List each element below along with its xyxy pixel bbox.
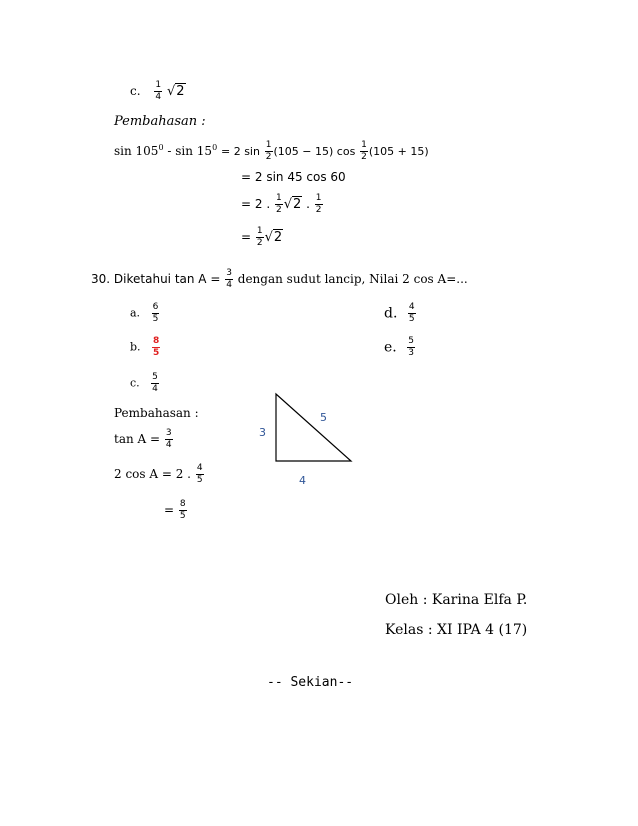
fraction-numerator: 8 bbox=[153, 336, 160, 346]
radicand: 2 bbox=[293, 197, 302, 212]
fraction-denominator: 3 bbox=[408, 348, 414, 358]
fraction-numerator: 1 bbox=[256, 226, 263, 236]
degree-mark: 0 bbox=[158, 143, 164, 152]
fraction-denominator: 2 bbox=[265, 152, 272, 162]
fraction-numerator: 4 bbox=[408, 302, 415, 312]
author-class: Kelas : XI IPA 4 (17) bbox=[385, 622, 528, 638]
fraction-denominator: 2 bbox=[361, 152, 367, 162]
degree-mark: 0 bbox=[212, 143, 218, 152]
fraction-denominator: 2 bbox=[315, 205, 322, 215]
fraction bbox=[179, 499, 187, 522]
fraction-numerator: 1 bbox=[265, 140, 272, 150]
expr-text: = bbox=[164, 503, 175, 517]
question-30 bbox=[91, 268, 468, 291]
fraction-numerator: 3 bbox=[226, 268, 232, 278]
right-triangle-diagram bbox=[250, 386, 365, 486]
fraction bbox=[407, 336, 415, 359]
option-letter: d. bbox=[384, 305, 398, 322]
fraction-denominator: 4 bbox=[152, 384, 158, 394]
prev-option-c bbox=[130, 80, 186, 103]
square-root bbox=[265, 229, 284, 245]
question-text: dengan sudut lancip, Nilai 2 cos A=... bbox=[237, 272, 468, 286]
fraction-numerator: 1 bbox=[275, 193, 282, 203]
option-c bbox=[130, 372, 160, 395]
fraction bbox=[154, 80, 162, 103]
fraction-denominator: 5 bbox=[408, 314, 415, 324]
pembahasan-line-2: = 2 sin 45 cos 60 bbox=[241, 170, 346, 184]
fraction bbox=[256, 226, 264, 249]
fraction-denominator: 4 bbox=[165, 440, 172, 450]
expr-text: = bbox=[241, 230, 252, 244]
fraction-denominator: 5 bbox=[196, 475, 203, 485]
side-label-base: 4 bbox=[299, 474, 306, 486]
side-label-hypotenuse: 5 bbox=[320, 411, 327, 424]
expr-text: 2 cos A = 2 . bbox=[114, 467, 191, 481]
pembahasan-line-4 bbox=[241, 226, 283, 249]
fraction bbox=[196, 463, 204, 486]
question-number: 30. bbox=[91, 272, 111, 286]
cos-line bbox=[114, 463, 205, 486]
fraction-numerator: 8 bbox=[179, 499, 186, 509]
expr-text: sin 105 bbox=[114, 144, 159, 158]
fraction-denominator: 5 bbox=[179, 511, 186, 521]
fraction-numerator: 5 bbox=[152, 372, 158, 382]
expr-text: (105 − 15) cos bbox=[273, 145, 356, 158]
expr-text: tan A = bbox=[114, 432, 161, 446]
pembahasan-2-heading: Pembahasan : bbox=[114, 406, 199, 420]
sqrt-sign: √ bbox=[166, 84, 176, 99]
square-root bbox=[284, 196, 303, 212]
option-letter: a. bbox=[130, 306, 141, 320]
fraction-numerator: 1 bbox=[361, 140, 367, 150]
fraction-denominator: 2 bbox=[275, 205, 282, 215]
option-b-correct bbox=[130, 336, 161, 359]
fraction bbox=[275, 193, 283, 216]
option-letter: e. bbox=[384, 339, 397, 356]
fraction bbox=[408, 302, 416, 325]
expr-text: - sin 15 bbox=[167, 144, 213, 158]
fraction bbox=[152, 302, 160, 325]
side-label-vertical: 3 bbox=[259, 426, 266, 439]
fraction bbox=[225, 268, 233, 291]
fraction-numerator: 4 bbox=[196, 463, 203, 473]
pembahasan-heading: Pembahasan : bbox=[114, 114, 206, 129]
option-e bbox=[384, 336, 416, 359]
triangle-shape bbox=[276, 394, 351, 461]
fraction-denominator: 5 bbox=[153, 348, 160, 358]
fraction-denominator: 2 bbox=[256, 238, 263, 248]
author-name: Oleh : Karina Elfa P. bbox=[385, 592, 528, 608]
square-root bbox=[167, 83, 186, 99]
fraction-denominator: 5 bbox=[152, 314, 159, 324]
fraction-denominator: 4 bbox=[226, 280, 232, 290]
expr-text: = 2 . bbox=[241, 197, 271, 211]
option-letter: b. bbox=[130, 340, 141, 354]
option-letter: c. bbox=[130, 376, 140, 390]
fraction bbox=[152, 336, 160, 359]
tan-line bbox=[114, 428, 174, 451]
fraction-numerator: 1 bbox=[315, 193, 322, 203]
fraction-numerator: 6 bbox=[152, 302, 159, 312]
fraction bbox=[151, 372, 159, 395]
fraction-numerator: 5 bbox=[408, 336, 414, 346]
radicand: 2 bbox=[176, 84, 185, 99]
radicand: 2 bbox=[273, 230, 283, 245]
sqrt-sign: √ bbox=[283, 197, 292, 212]
result-line bbox=[164, 499, 188, 522]
expr-text: = 2 sin bbox=[220, 145, 260, 158]
expr-text: (105 + 15) bbox=[368, 145, 429, 158]
fraction bbox=[265, 140, 273, 163]
fraction-numerator: 1 bbox=[155, 80, 162, 90]
sqrt-sign: √ bbox=[264, 230, 273, 245]
pembahasan-line-3 bbox=[241, 193, 324, 216]
pembahasan-line-1 bbox=[114, 140, 429, 163]
fraction bbox=[360, 140, 368, 163]
fraction bbox=[315, 193, 323, 216]
option-letter: c. bbox=[130, 84, 141, 98]
fraction-numerator: 3 bbox=[165, 428, 172, 438]
closing-text: -- Sekian-- bbox=[267, 675, 354, 690]
question-text: Diketahui tan A = bbox=[113, 272, 221, 286]
option-a bbox=[130, 302, 160, 325]
expr-text: . bbox=[306, 197, 310, 211]
fraction bbox=[165, 428, 173, 451]
fraction-denominator: 4 bbox=[155, 92, 162, 102]
option-d bbox=[384, 302, 417, 325]
